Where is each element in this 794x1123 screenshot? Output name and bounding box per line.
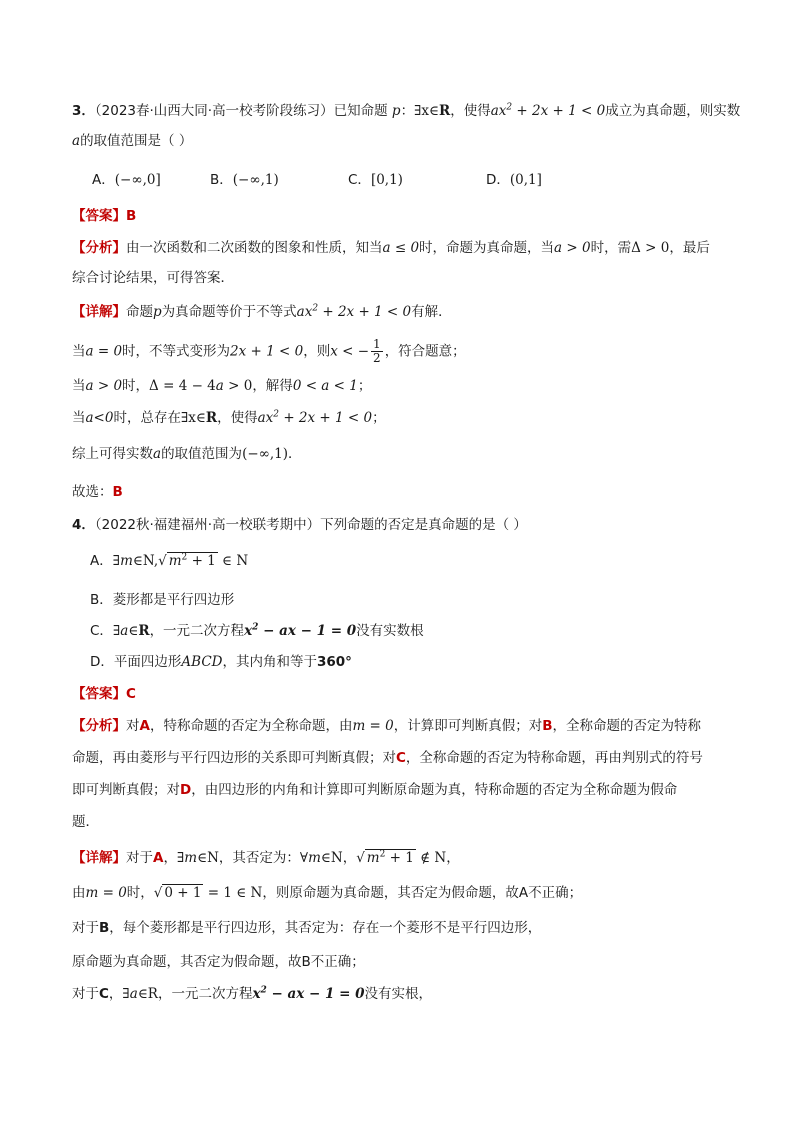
detail-text: 时， bbox=[122, 378, 150, 394]
sqrt-expr: √ 0 + 1 = 1 ∈ N bbox=[153, 885, 263, 901]
analysis-text: 题． bbox=[72, 814, 99, 830]
q4-source: （2022秋·福建福州·高一校联考期中） bbox=[94, 517, 321, 533]
analysis-ref: B bbox=[542, 718, 553, 734]
option-text: B．菱形都是平行四边形 bbox=[90, 592, 235, 608]
q3-stem-text: 已知命题 bbox=[333, 103, 388, 119]
degree-value: 360° bbox=[316, 654, 352, 670]
detail-text: ， bbox=[342, 850, 357, 866]
detail-text: 不正确； bbox=[528, 885, 583, 901]
detail-text: ； bbox=[357, 378, 372, 394]
detail-text: ． bbox=[288, 446, 302, 462]
analysis-text: 时，需 bbox=[590, 240, 632, 256]
analysis-ref: D bbox=[180, 782, 192, 798]
detail-text: ，一元二次方程 bbox=[157, 986, 253, 1002]
detail-text: 时，总存在 bbox=[113, 410, 181, 426]
math-expr: ∈ N bbox=[217, 553, 249, 569]
q3-stem-line-1: 3．（2023春·山西大同·高一校考阶段练习）已知命题 p：∃x∈R，使得$ax^2 + 2x + 1 < 0$成立为真命题，则实数 bbox=[72, 102, 741, 119]
detail-text: 的取值范围为 bbox=[161, 446, 243, 462]
q3-detail-line-3 bbox=[72, 376, 371, 396]
detail-text: 时，不等式变形为 bbox=[122, 343, 231, 360]
math-expr: Δ = 4 − 4a > 0 bbox=[149, 378, 253, 394]
q3-analysis-line-2 bbox=[72, 268, 234, 288]
detail-text: 没有实根， bbox=[364, 986, 433, 1002]
q4-option-d bbox=[90, 652, 352, 672]
answer-tag: 【答案】 bbox=[72, 208, 126, 224]
math-inequality: $ax^2 + 2x + 1 < 0$ bbox=[490, 102, 606, 119]
detail-text: ， bbox=[446, 850, 460, 866]
option-text: ，一元二次方程 bbox=[149, 623, 245, 639]
sqrt-expr: √ $m^2 + 1$ bbox=[158, 552, 216, 569]
math-expr: ∃m∈N, bbox=[112, 553, 159, 569]
math-inequality: $ax^2 + 2x + 1 < 0$ bbox=[257, 409, 373, 426]
q4-stem-text: 下列命题的否定是真命题的是（ ） bbox=[320, 517, 527, 533]
answer-tag: 【答案】 bbox=[72, 686, 126, 702]
math-equation: $x^2$ − ax − 1 = 0 bbox=[252, 985, 365, 1002]
analysis-text: 由一次函数和二次函数的图象和性质，知当 bbox=[126, 240, 383, 256]
detail-ref: C bbox=[99, 986, 109, 1002]
option-value: (−∞,0] bbox=[114, 172, 161, 188]
q3-stem-text: 成立为真命题，则实数 bbox=[605, 103, 741, 119]
q4-detail-line-3 bbox=[72, 918, 541, 938]
q4-option-c bbox=[90, 621, 424, 641]
q4-option-a bbox=[90, 551, 248, 571]
detail-text: 对于 bbox=[72, 920, 99, 936]
detail-text: ，其否定为： bbox=[218, 850, 300, 866]
detail-ref: B bbox=[99, 920, 110, 936]
math-exists-x-in-r: ∃x∈R bbox=[414, 103, 451, 119]
q4-detail-line-2 bbox=[72, 883, 582, 903]
math-expr: ∀m∈N bbox=[299, 850, 343, 866]
math-expr: x < − bbox=[330, 343, 370, 360]
detail-text: ，则 bbox=[303, 343, 331, 360]
detail-text: ，每个菱形都是平行四边形，其否定为：存在一个菱形不是平行四边形， bbox=[109, 920, 542, 936]
q3-choose bbox=[72, 482, 123, 502]
q4-answer bbox=[72, 684, 136, 704]
math-expr: 2x + 1 < 0 bbox=[230, 343, 304, 360]
math-expr: a > 0 bbox=[554, 240, 591, 256]
option-label: A． bbox=[92, 172, 115, 188]
q3-stem-line-2 bbox=[72, 131, 192, 151]
q3-stem-text: ，使得 bbox=[450, 103, 491, 119]
math-expr: a ≤ 0 bbox=[382, 240, 420, 256]
option-label: B． bbox=[210, 172, 233, 188]
q3-stem-text: 的取值范围是（ ） bbox=[80, 133, 193, 149]
detail-text: ，解得 bbox=[252, 378, 293, 394]
detail-text: ，符合题意； bbox=[384, 343, 466, 360]
q4-detail-line-4 bbox=[72, 952, 365, 972]
answer-value: B bbox=[126, 208, 137, 224]
analysis-text: ，由四边形的内角和计算即可判断原命题为真，特称命题的否定为全称命题为假命 bbox=[191, 782, 678, 798]
math-expr: Δ > 0 bbox=[631, 240, 670, 256]
math-a: a bbox=[153, 446, 162, 462]
q4-analysis-line-2 bbox=[72, 748, 703, 768]
detail-text: 当 bbox=[72, 378, 86, 394]
analysis-text: ，最后 bbox=[669, 240, 710, 256]
math-p: p bbox=[391, 103, 401, 119]
choose-tag: 故选： bbox=[72, 484, 113, 500]
detail-text: 原命题为真命题，其否定为假命题，故 bbox=[72, 954, 302, 970]
detail-text: 命题 bbox=[126, 304, 153, 320]
q4-option-b bbox=[90, 590, 234, 610]
math-a: a bbox=[72, 133, 81, 149]
analysis-ref: A bbox=[139, 718, 150, 734]
detail-text: 对于 bbox=[72, 986, 99, 1002]
detail-text: 有解． bbox=[411, 304, 452, 320]
math-expr: m = 0 bbox=[352, 718, 394, 734]
option-value: (0,1] bbox=[509, 172, 542, 188]
q4-number: 4． bbox=[72, 517, 95, 533]
analysis-text: 时，命题为真命题，当 bbox=[419, 240, 555, 256]
analysis-tag: 【分析】 bbox=[72, 240, 126, 256]
detail-text: 当 bbox=[72, 343, 86, 360]
detail-text: 不正确； bbox=[310, 954, 365, 970]
analysis-text: ，特称命题的否定为全称命题，由 bbox=[149, 718, 353, 734]
q3-option-c bbox=[348, 170, 403, 190]
q3-analysis-line-1 bbox=[72, 238, 710, 258]
math-p: p bbox=[153, 304, 162, 320]
option-label: A． bbox=[90, 553, 113, 569]
q4-stem bbox=[72, 515, 527, 535]
q4-analysis-line-4 bbox=[72, 812, 99, 832]
detail-ref: A bbox=[153, 850, 164, 866]
math-interval: (−∞,1) bbox=[242, 446, 289, 462]
q3-answer bbox=[72, 206, 136, 226]
q3-detail-line-2 bbox=[72, 338, 466, 365]
math-expr: 0 < a < 1 bbox=[292, 378, 358, 394]
analysis-text: 命题，再由菱形与平行四边形的关系即可判断真假；对 bbox=[72, 750, 396, 766]
detail-text: 综上可得实数 bbox=[72, 446, 153, 462]
analysis-text: 综合讨论结果，可得答案． bbox=[72, 270, 234, 286]
detail-text: 由 bbox=[72, 885, 86, 901]
q4-analysis-line-3 bbox=[72, 780, 677, 800]
fraction-one-half: $\frac{1}{2}$ bbox=[373, 337, 381, 365]
math-expr: a = 0 bbox=[85, 343, 123, 360]
sqrt-expr: √ $m^2 + 1$ ∉ N bbox=[356, 849, 447, 866]
q3-number: 3． bbox=[72, 103, 95, 119]
analysis-ref: C bbox=[396, 750, 406, 766]
option-label: D． bbox=[486, 172, 510, 188]
analysis-tag: 【分析】 bbox=[72, 718, 126, 734]
analysis-text: 即可判断真假；对 bbox=[72, 782, 180, 798]
option-value: (−∞,1) bbox=[232, 172, 279, 188]
detail-text: ， bbox=[108, 986, 123, 1002]
detail-text: ， bbox=[163, 850, 177, 866]
detail-tag: 【详解】 bbox=[72, 850, 126, 866]
detail-text: 为真命题等价于不等式 bbox=[161, 304, 297, 320]
analysis-text: 对 bbox=[126, 718, 140, 734]
detail-tag: 【详解】 bbox=[72, 304, 126, 320]
detail-ref: B bbox=[301, 954, 311, 970]
q3-detail-line-4 bbox=[72, 408, 386, 428]
q3-option-d bbox=[486, 170, 542, 190]
q4-detail-line-1 bbox=[72, 848, 460, 868]
detail-text: ，使得 bbox=[217, 410, 258, 426]
math-expr: a<0 bbox=[85, 410, 114, 426]
q3-option-a bbox=[92, 170, 161, 190]
detail-text: 时， bbox=[126, 885, 154, 901]
math-equation: $x^2$ − ax − 1 = 0 bbox=[244, 622, 357, 639]
q3-source: （2023春·山西大同·高一校考阶段练习） bbox=[94, 103, 334, 119]
analysis-text: ，计算即可判断真假；对 bbox=[393, 718, 543, 734]
math-expr: a > 0 bbox=[85, 378, 123, 394]
detail-text: ； bbox=[372, 410, 386, 426]
q4-detail-line-5 bbox=[72, 984, 432, 1004]
choose-value: B bbox=[112, 484, 123, 500]
math-expr: m = 0 bbox=[85, 885, 127, 901]
analysis-text: ，全称命题的否定为特称 bbox=[552, 718, 702, 734]
option-label: D．平面四边形 bbox=[90, 654, 182, 670]
math-expr: ∃a∈R bbox=[112, 623, 150, 639]
math-expr: ∃a∈R bbox=[122, 986, 158, 1002]
option-label: C． bbox=[90, 623, 113, 639]
math-expr: ∃x∈R bbox=[180, 410, 218, 426]
option-text: 没有实数根 bbox=[356, 623, 424, 639]
option-value: [0,1) bbox=[370, 172, 403, 188]
math-abcd: ABCD bbox=[181, 654, 223, 670]
detail-text: 对于 bbox=[126, 850, 153, 866]
detail-ref: A bbox=[518, 885, 529, 901]
option-text: ，其内角和等于 bbox=[222, 654, 317, 670]
q3-detail-line-5 bbox=[72, 444, 302, 464]
answer-value: C bbox=[126, 686, 136, 702]
detail-text: 当 bbox=[72, 410, 86, 426]
analysis-text: ，全称命题的否定为特称命题，再由判别式的符号 bbox=[405, 750, 703, 766]
math-expr: ∃m∈N bbox=[176, 850, 219, 866]
option-label: C． bbox=[348, 172, 371, 188]
detail-text: ，则原命题为真命题，其否定为假命题，故 bbox=[262, 885, 519, 901]
q3-detail-line-1 bbox=[72, 302, 452, 322]
math-inequality: $ax^2 + 2x + 1 < 0$ bbox=[296, 303, 412, 320]
q4-analysis-line-1 bbox=[72, 716, 701, 736]
q3-option-b bbox=[210, 170, 279, 190]
